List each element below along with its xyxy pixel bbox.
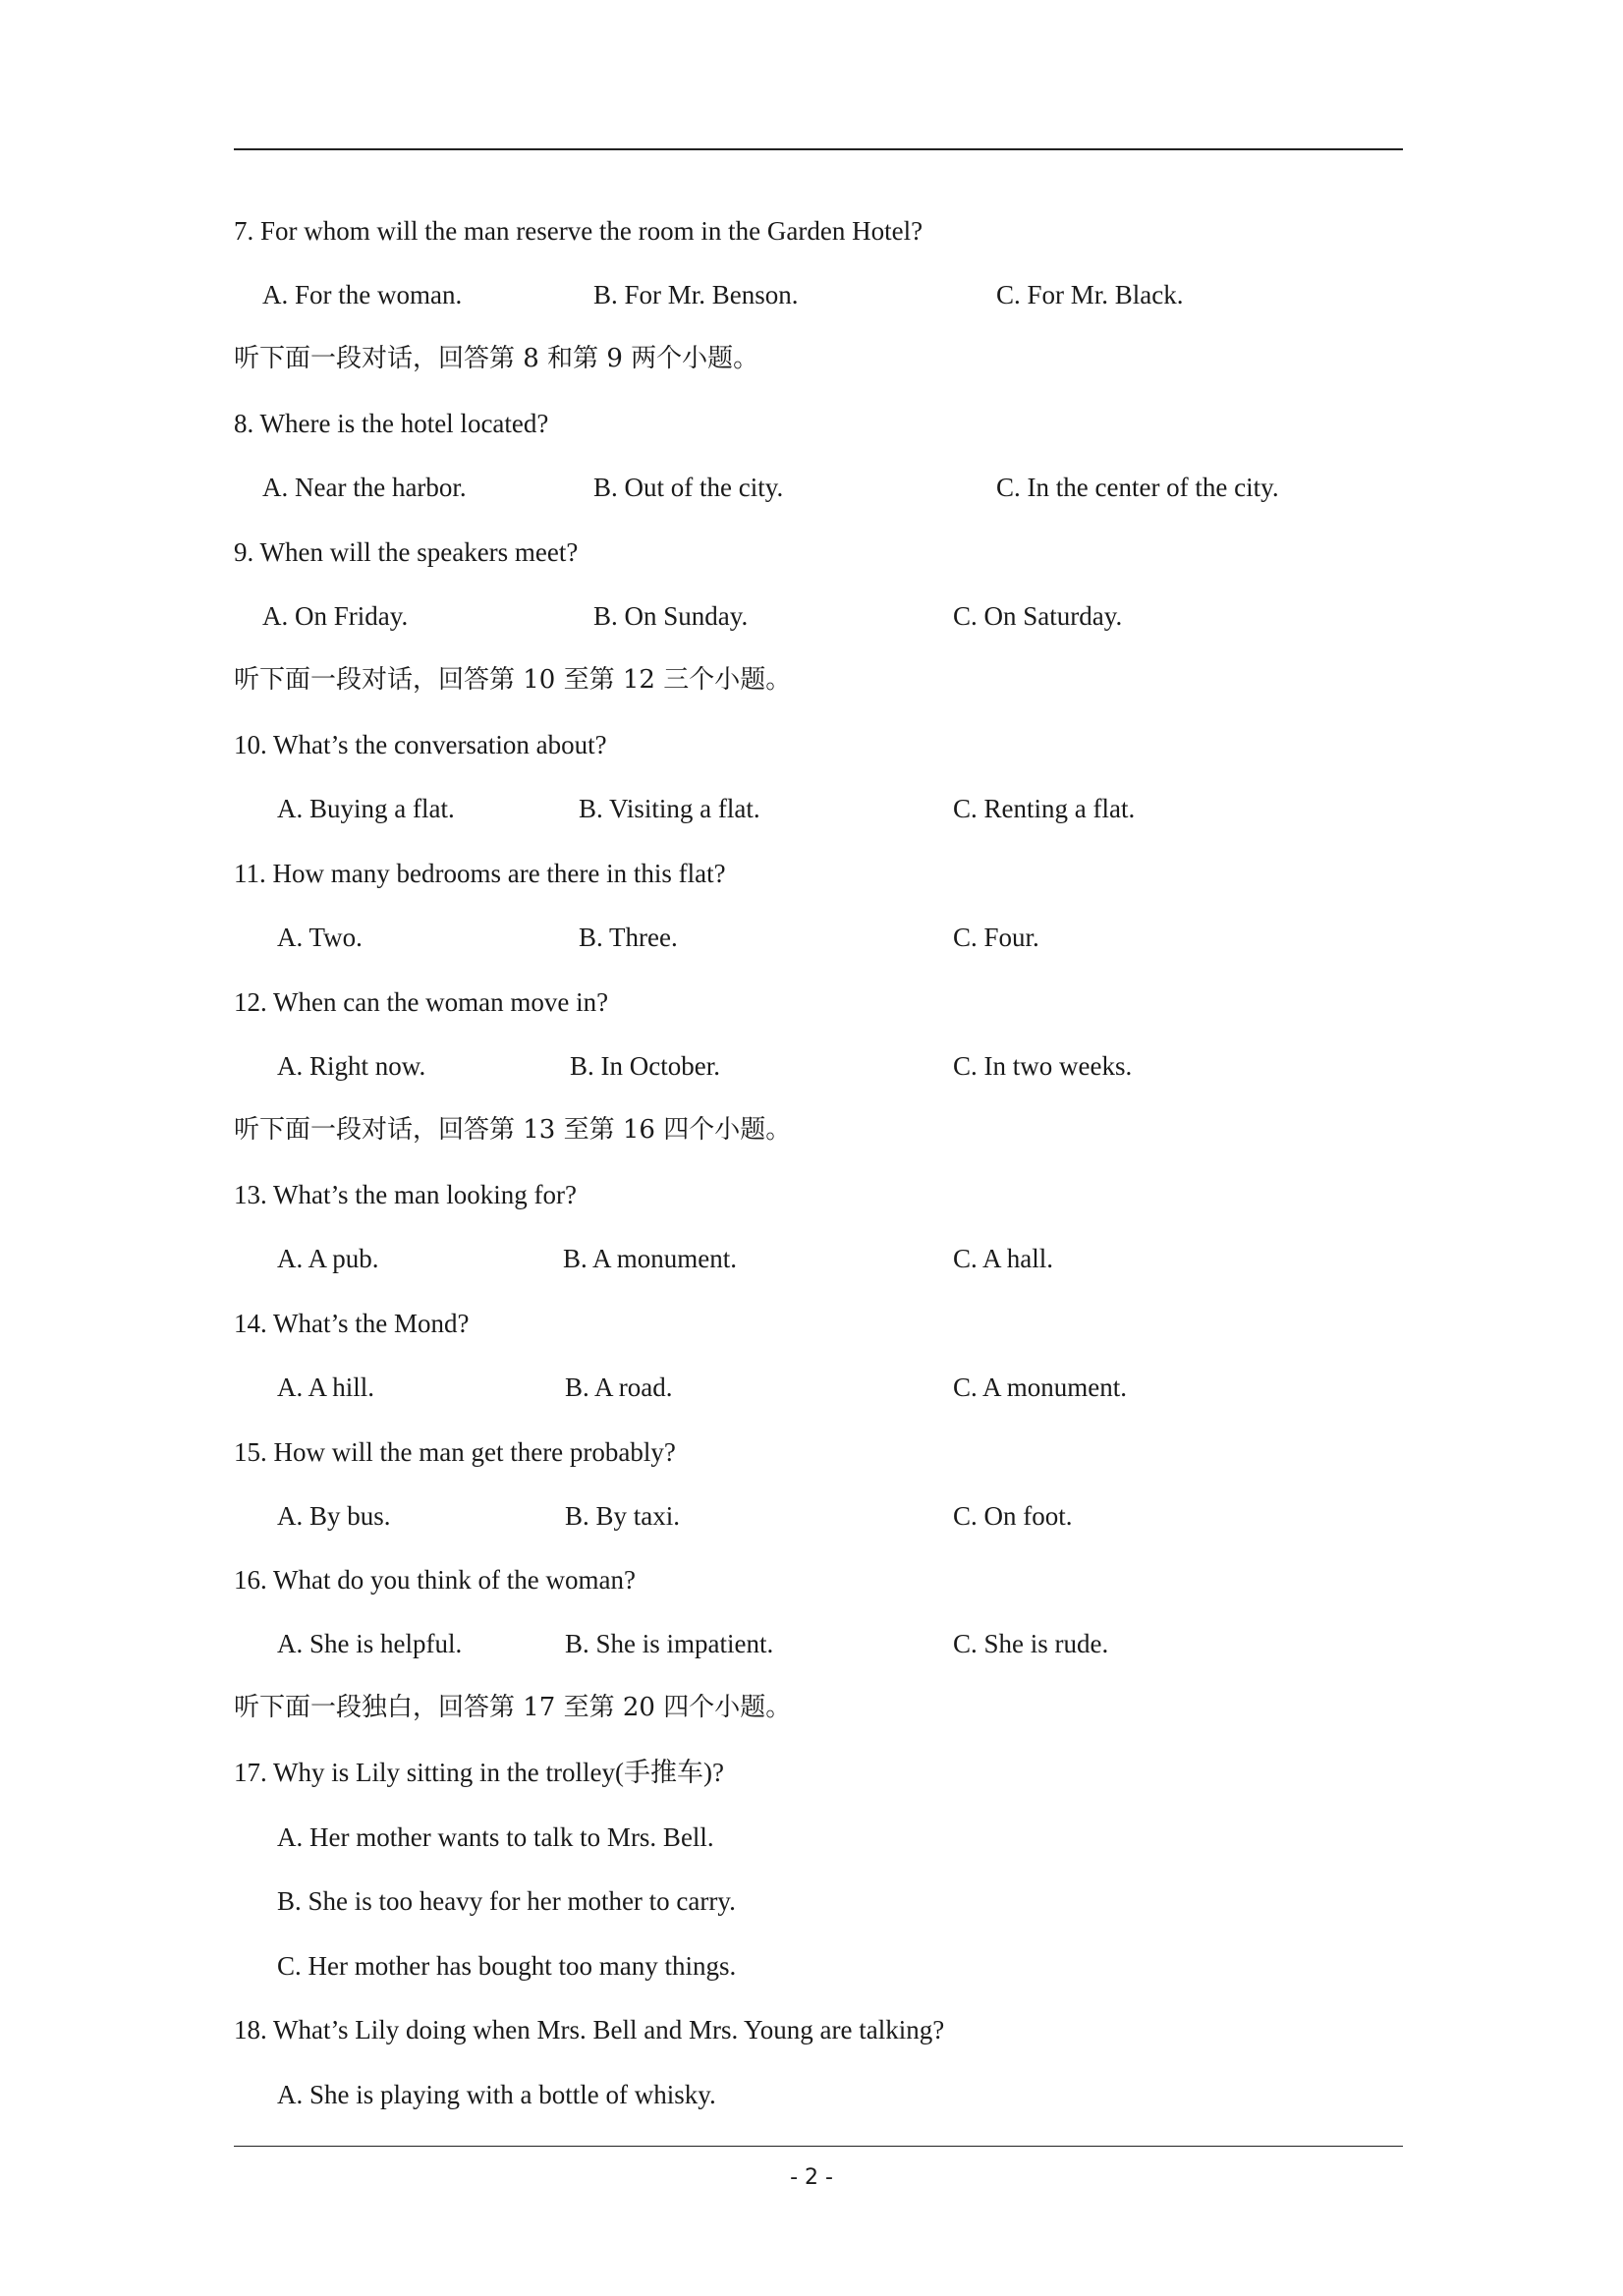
q18-option-a: A. She is playing with a bottle of whisky.: [277, 2080, 716, 2109]
q17-option-b: B. She is too heavy for her mother to carry.: [277, 1886, 736, 1916]
q8-option-b: B. Out of the city.: [593, 473, 784, 502]
q12-option-b: B. In October.: [570, 1051, 720, 1081]
question-7: 7. For whom will the man reserve the room in the Garden Hotel?: [234, 216, 923, 246]
q14-option-a: A. A hill.: [277, 1372, 375, 1402]
q11-option-a: A. Two.: [277, 923, 363, 952]
q8-option-a: A. Near the harbor.: [262, 473, 467, 502]
q16-option-b: B. She is impatient.: [565, 1629, 774, 1658]
question-14: 14. What’s the Mond?: [234, 1309, 470, 1338]
question-9: 9. When will the speakers meet?: [234, 537, 579, 567]
q10-option-b: B. Visiting a flat.: [579, 794, 760, 823]
page-number: - 2 -: [790, 2165, 833, 2190]
footer-rule: [234, 2146, 1403, 2147]
question-18: 18. What’s Lily doing when Mrs. Bell and Mrs. Young are talking?: [234, 2015, 945, 2044]
q7-option-b: B. For Mr. Benson.: [593, 280, 799, 309]
q7-option-c: C. For Mr. Black.: [996, 280, 1184, 309]
q9-option-b: B. On Sunday.: [593, 601, 749, 631]
q12-option-a: A. Right now.: [277, 1051, 426, 1081]
q9-option-c: C. On Saturday.: [953, 601, 1123, 631]
section-instruction-4: 听下面一段独白，回答第 17 至第 20 四个小题。: [234, 1693, 792, 1722]
q13-option-b: B. A monument.: [563, 1244, 738, 1273]
q8-option-c: C. In the center of the city.: [996, 473, 1279, 502]
q16-option-c: C. She is rude.: [953, 1629, 1109, 1658]
question-16: 16. What do you think of the woman?: [234, 1565, 636, 1595]
q15-option-b: B. By taxi.: [565, 1501, 681, 1531]
q9-option-a: A. On Friday.: [262, 601, 409, 631]
question-10: 10. What’s the conversation about?: [234, 730, 607, 759]
q14-option-b: B. A road.: [565, 1372, 673, 1402]
q10-option-a: A. Buying a flat.: [277, 794, 455, 823]
question-12: 12. When can the woman move in?: [234, 987, 609, 1017]
q15-option-a: A. By bus.: [277, 1501, 391, 1531]
q14-option-c: C. A monument.: [953, 1372, 1128, 1402]
q17-option-a: A. Her mother wants to talk to Mrs. Bell.: [277, 1822, 714, 1852]
q15-option-c: C. On foot.: [953, 1501, 1073, 1531]
question-15: 15. How will the man get there probably?: [234, 1437, 676, 1467]
q12-option-c: C. In two weeks.: [953, 1051, 1133, 1081]
question-8: 8. Where is the hotel located?: [234, 409, 549, 438]
section-instruction-3: 听下面一段对话，回答第 13 至第 16 四个小题。: [234, 1115, 792, 1145]
q10-option-c: C. Renting a flat.: [953, 794, 1136, 823]
q13-option-a: A. A pub.: [277, 1244, 379, 1273]
q17-option-c: C. Her mother has bought too many things.: [277, 1951, 737, 1981]
q16-option-a: A. She is helpful.: [277, 1629, 463, 1658]
header-rule: [234, 148, 1403, 150]
q7-option-a: A. For the woman.: [262, 280, 463, 309]
section-instruction-2: 听下面一段对话，回答第 10 至第 12 三个小题。: [234, 665, 792, 695]
question-13: 13. What’s the man looking for?: [234, 1180, 577, 1209]
section-instruction-1: 听下面一段对话，回答第 8 和第 9 两个小题。: [234, 344, 759, 373]
question-17: 17. Why is Lily sitting in the trolley(手推车)?: [234, 1758, 724, 1787]
q11-option-b: B. Three.: [579, 923, 678, 952]
q13-option-c: C. A hall.: [953, 1244, 1054, 1273]
question-11: 11. How many bedrooms are there in this flat?: [234, 859, 726, 888]
q11-option-c: C. Four.: [953, 923, 1039, 952]
